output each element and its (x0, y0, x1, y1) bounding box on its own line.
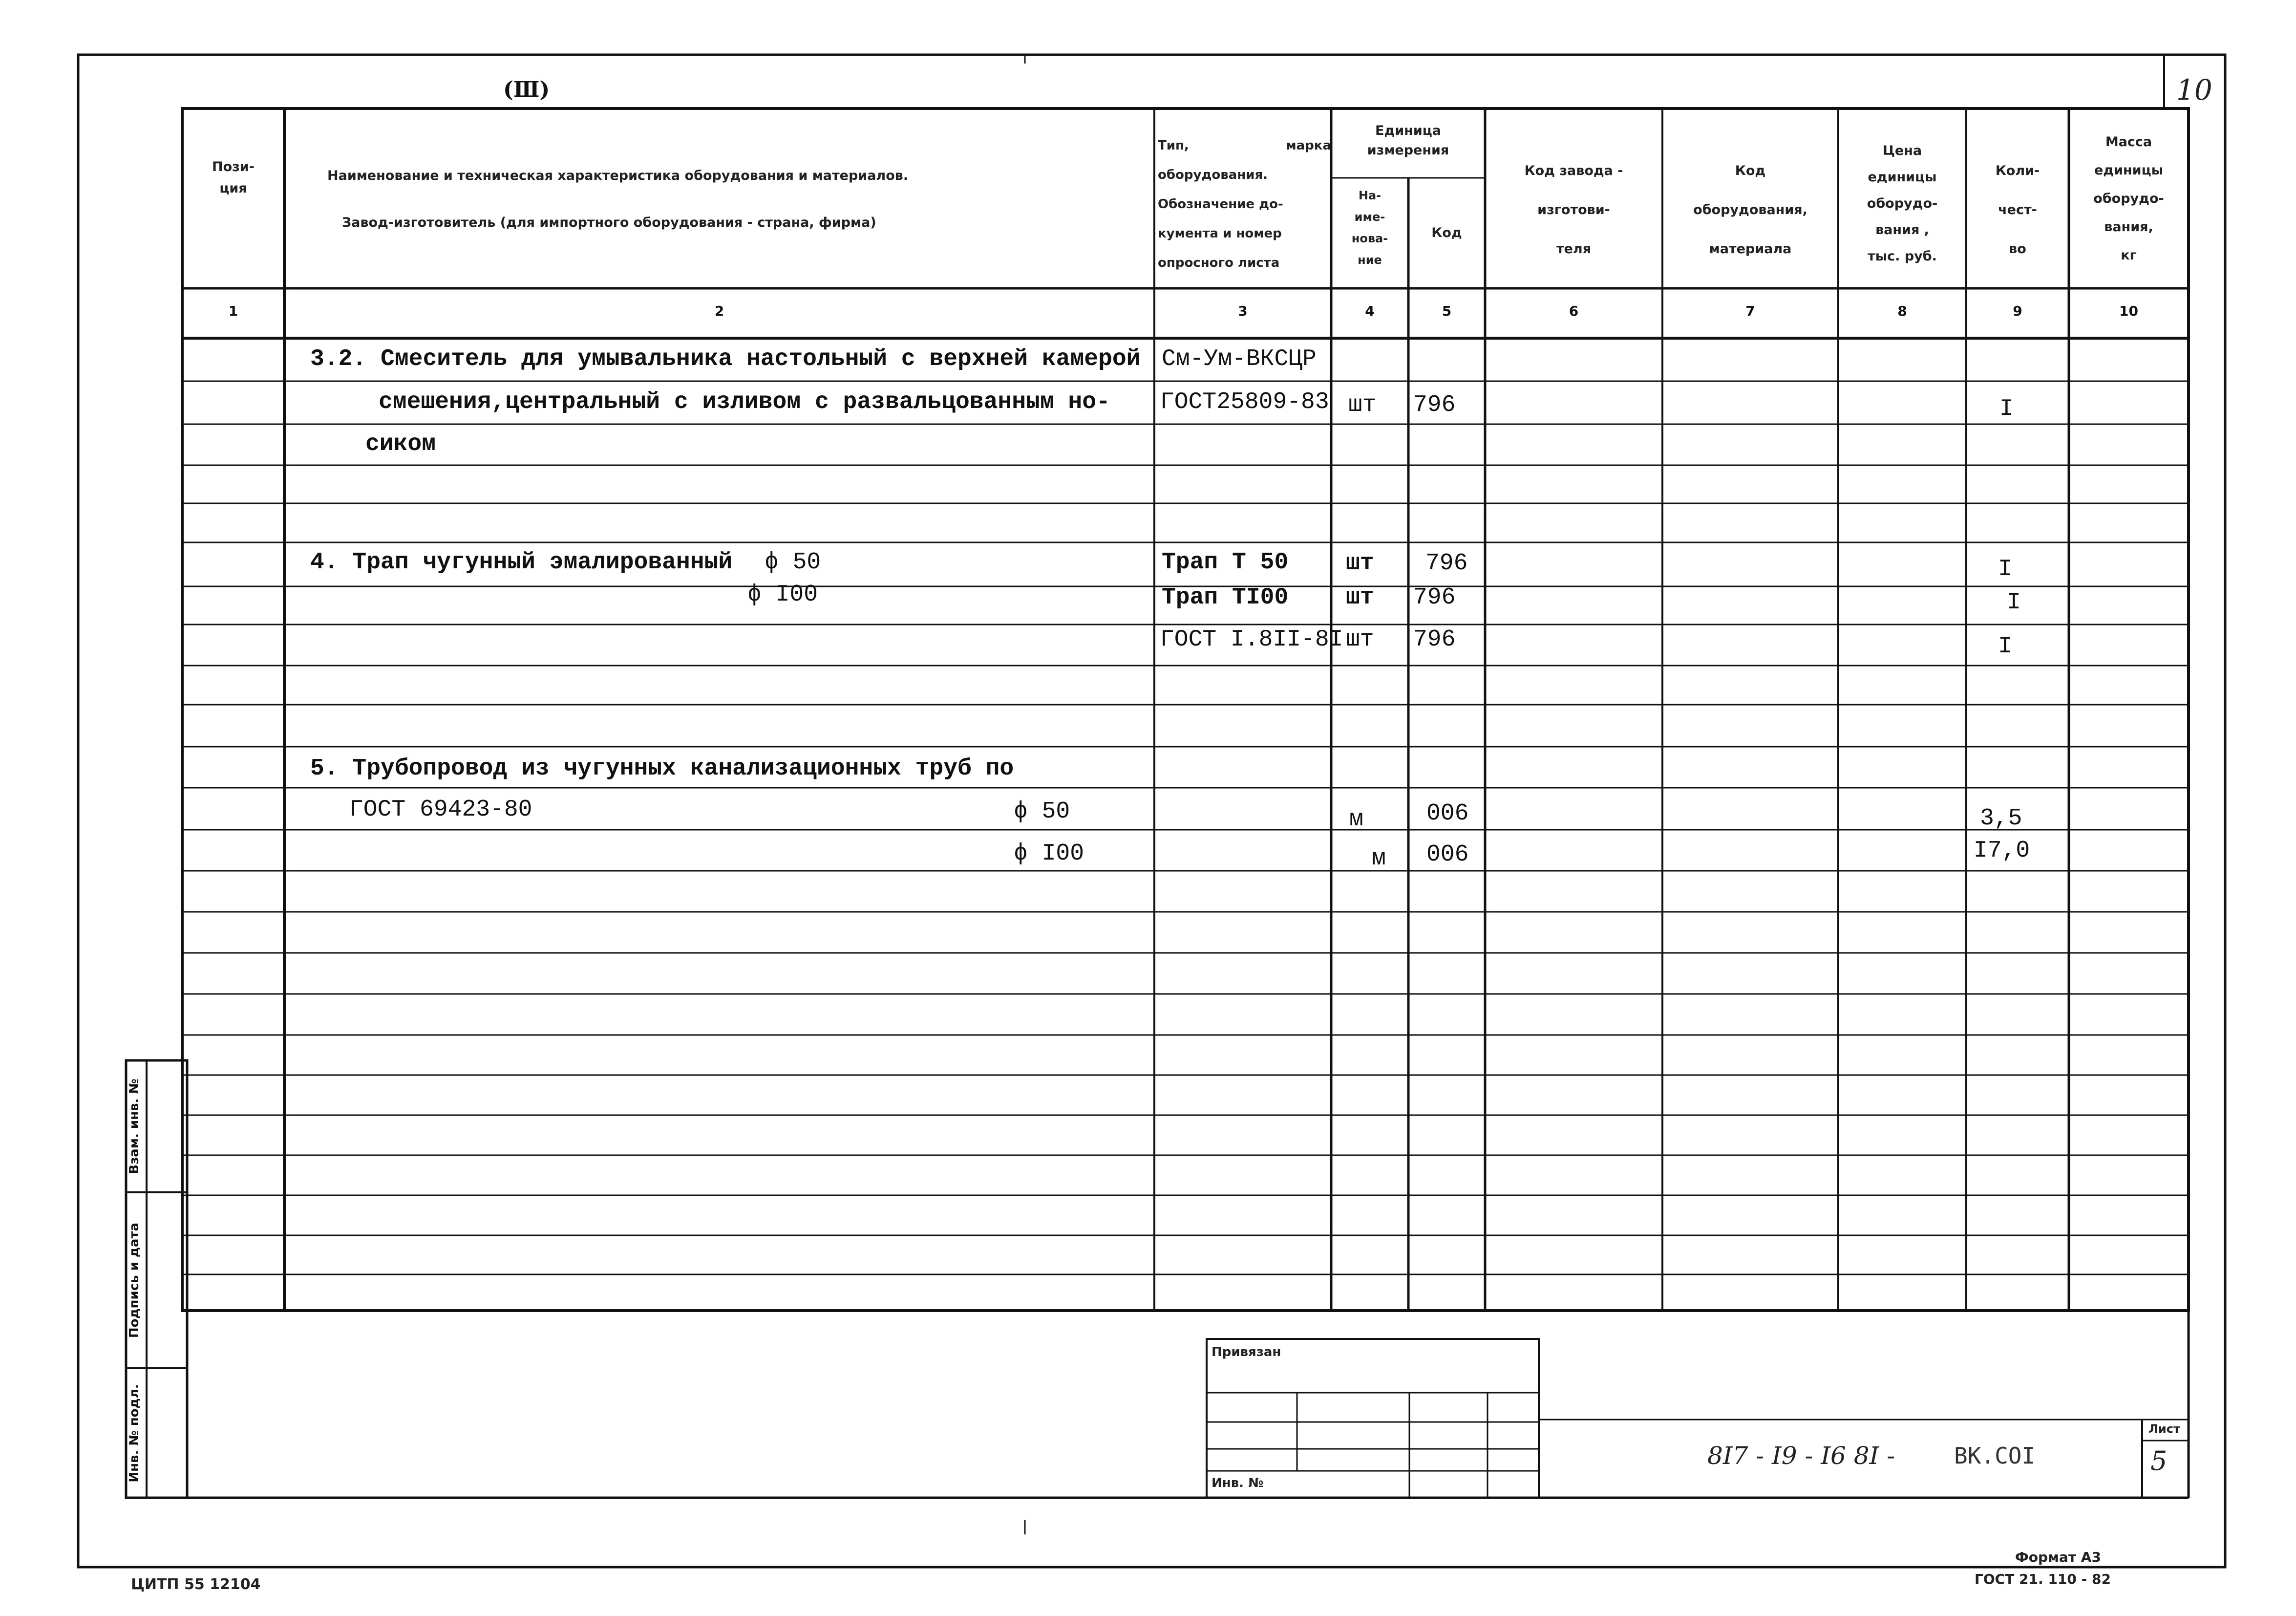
header-equipment-code: Код оборудования, материала (1693, 163, 1807, 257)
item-quantity: I (2007, 589, 2021, 616)
item-unit: шт (1346, 626, 1374, 653)
stamp-designation: 8I7 - I9 - I6 8I - (1707, 1442, 1895, 1470)
side-label-signature: Подпись и дата (127, 1222, 142, 1338)
item-unit: шт (1348, 392, 1377, 418)
item-name: сиком (365, 431, 436, 457)
col-number: 6 (1569, 303, 1579, 319)
stamp-sheet-number: 5 (2150, 1445, 2168, 1476)
item-type: ГОСТ I.8II-8I (1160, 626, 1343, 653)
col-number: 3 (1238, 303, 1248, 319)
col-number: 1 (228, 303, 238, 319)
footer-format: Формат А3 (2015, 1549, 2101, 1565)
header-mass: Масса единицы оборудо- вания, кг (2093, 134, 2164, 263)
item-quantity: I7,0 (1974, 838, 2030, 864)
item-code: 796 (1425, 550, 1468, 577)
header-unit: Единица измерения (1367, 123, 1449, 158)
header-quantity: Коли- чест- во (1995, 163, 2040, 257)
stamp-bound-label: Привязан (1212, 1345, 1281, 1359)
item-code: 796 (1413, 584, 1456, 611)
item-name: 5. Трубопровод из чугунных канализационных труб по (310, 755, 1014, 782)
col-number: 4 (1365, 303, 1375, 319)
item-name: 3.2. Смеситель для умывальника настольный с верхней камерой (310, 346, 1141, 372)
item-code: 006 (1426, 800, 1469, 827)
corner-sheet-number: 10 (2176, 73, 2212, 107)
header-name: Наименование и техническая характеристика оборудования и материалов. Завод-изготовитель (для импортного оборудования - страна, фирма) (327, 168, 909, 230)
stamp-sheet-label: Лист (2148, 1422, 2180, 1436)
stamp-doc-code: ВК.COI (1954, 1443, 2036, 1469)
item-quantity: I (1998, 633, 2012, 660)
item-unit: м (1349, 806, 1363, 833)
header-type: Тип, марка оборудования. Обозначение до- кумента и номер опросного листа (1158, 138, 1331, 270)
item-diameter: ϕ 50 (765, 549, 821, 576)
item-diameter: ϕ I00 (747, 582, 818, 608)
item-unit: шт (1346, 550, 1374, 577)
col-number: 9 (2013, 303, 2022, 319)
col-number: 5 (1442, 303, 1452, 319)
item-quantity: I (1999, 396, 2014, 422)
item-type: См-Ум-ВКСЦР (1162, 346, 1317, 372)
item-type: ГОСТ25809-83 (1160, 389, 1329, 415)
col-number: 7 (1745, 303, 1755, 319)
item-unit: м (1372, 845, 1386, 872)
header-price: Цена единицы оборудо- вания , тыс. руб. (1867, 143, 1938, 264)
header-unit-code: Код (1431, 225, 1462, 240)
col-number: 10 (2119, 303, 2138, 319)
item-code: 796 (1413, 626, 1456, 653)
item-unit: шт (1346, 584, 1374, 611)
footer-gost: ГОСТ 21. 110 - 82 (1975, 1571, 2111, 1587)
item-type: Трап ТI00 (1162, 584, 1289, 611)
side-label-inv: Инв. № подл. (127, 1384, 142, 1483)
item-type: Трап Т 50 (1162, 549, 1289, 576)
header-unit-name: На- име- нова- ние (1351, 189, 1388, 267)
item-name: 4. Трап чугунный эмалированный (310, 549, 733, 576)
col-number: 8 (1897, 303, 1907, 319)
item-quantity: 3,5 (1980, 805, 2022, 832)
footer-left-code: ЦИТП 55 12104 (131, 1576, 261, 1593)
item-quantity: I (1998, 556, 2012, 582)
header-plant-code: Код завода - изготови- теля (1524, 163, 1623, 257)
item-diameter: ϕ I00 (1014, 840, 1084, 867)
item-diameter: ϕ 50 (1014, 798, 1070, 825)
item-name: смешения,центральный с изливом с развальцованным но- (379, 389, 1110, 415)
section-mark: (Ⅲ) (503, 77, 550, 102)
col-number: 2 (714, 303, 724, 319)
item-name: ГОСТ 69423-80 (349, 797, 532, 823)
stamp-inv-label: Инв. № (1212, 1476, 1264, 1490)
header-position: Пози- ция (212, 159, 255, 196)
side-label-vzam: Взам. инв. № (127, 1078, 142, 1174)
item-code: 006 (1426, 841, 1469, 868)
item-code: 796 (1413, 392, 1456, 418)
